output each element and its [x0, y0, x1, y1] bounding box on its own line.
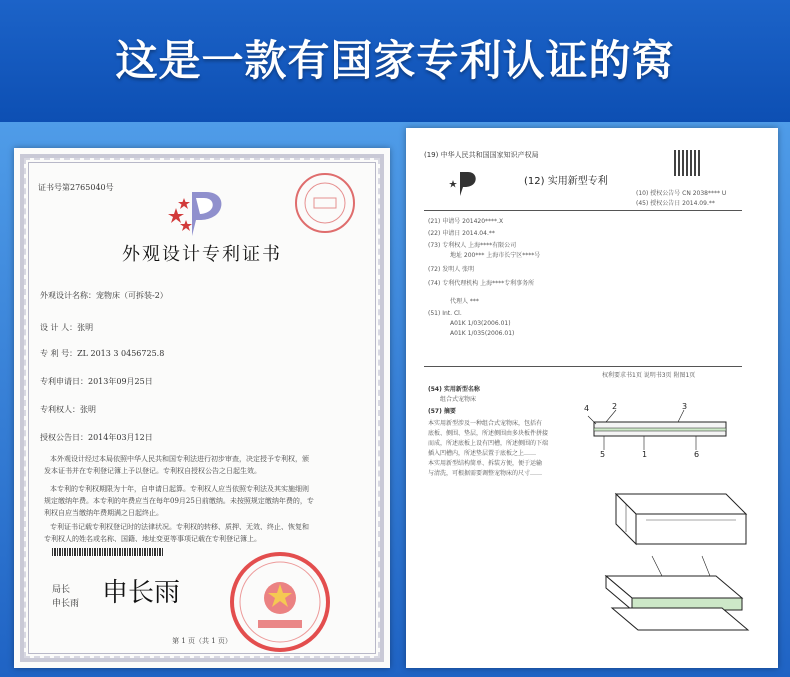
abstract-line: 底板、侧围、垫层，所述侧围由多块板件拼接	[428, 430, 549, 437]
utility-name-label: (54) 实用新型名称	[428, 386, 480, 393]
certificate-body-line: 利权自应当缴纳年费期满之日起终止。	[44, 509, 163, 517]
issuing-office: (19) 中华人民共和国国家知识产权局	[424, 151, 539, 159]
field-line: (74) 专利代理机构 上海****专利事务所	[428, 280, 535, 287]
verification-stamp-icon	[292, 170, 358, 236]
figure-label: 2	[612, 402, 618, 411]
figure-cross-section	[584, 402, 734, 462]
design-patent-certificate[interactable]	[14, 148, 390, 668]
certificate-body-line: 专利证书记载专利权登记时的法律状况。专利权的转移、质押、无效、终止、恢复和	[50, 523, 309, 531]
grant-date: 授权公告日：2014年03月12日	[40, 433, 153, 442]
field-line: (73) 专利权人 上海****有限公司	[428, 242, 517, 249]
qr-code-icon	[674, 150, 700, 176]
publication-date: (45) 授权公告日 2014.09.**	[636, 200, 715, 207]
designer: 设 计 人：张明	[40, 323, 94, 332]
document-type: (12) 实用新型专利	[524, 176, 608, 187]
banner-title: 这是一款有国家专利认证的窝	[115, 36, 675, 85]
patent-office-logo-icon	[446, 170, 480, 198]
certificate-body-line: 规定缴纳年费。本专利的年费应当在每年09月25日前缴纳。未按照规定缴纳年费的，专	[44, 497, 314, 505]
abstract-line: 插入凹槽内，所述垫层置于底板之上……	[428, 450, 537, 457]
publication-number: (10) 授权公告号 CN 2038**** U	[636, 190, 727, 197]
patent-number: 专 利 号：ZL 2013 3 0456725.8	[40, 349, 165, 358]
abstract-line: 本实用新型结构简单、拆装方便，便于运输	[428, 460, 543, 467]
page-footer: 第 1 页（共 1 页）	[172, 637, 232, 645]
certificate-body-line: 本外观设计经过本局依照中华人民共和国专利法进行初步审查，决定授予专利权，颁	[50, 455, 309, 463]
field-line: A01K 1/035(2006.01)	[450, 330, 515, 337]
field-line: (21) 申请号 201420****.X	[428, 218, 504, 225]
filing-date: 专利申请日：2013年09月25日	[40, 377, 153, 386]
figure-label: 4	[584, 404, 590, 413]
director-label: 局长	[52, 585, 71, 595]
page-summary: 权利要求书1页 说明书3页 附图1页	[602, 372, 696, 379]
director-signature: 申长雨	[102, 578, 181, 608]
figure-label: 3	[682, 402, 688, 411]
barcode	[52, 548, 164, 556]
field-line: 代理人 ***	[450, 298, 479, 305]
figure-exploded	[592, 548, 762, 648]
field-line: A01K 1/03(2006.01)	[450, 320, 511, 327]
utility-name: 组合式宠物床	[440, 396, 477, 403]
field-line: 地址 200*** 上海市长宁区****号	[450, 252, 541, 259]
field-line: (72) 发明人 张明	[428, 266, 475, 273]
design-name: 外观设计名称：宠物床（可拆装-2）	[40, 291, 168, 300]
certificate-title: 外观设计专利证书	[122, 244, 282, 265]
certificate-body-line: 发本证书并在专利登记簿上予以登记。专利权自授权公告之日起生效。	[44, 467, 261, 475]
figure-label: 5	[600, 450, 606, 459]
figure-label: 6	[694, 450, 700, 459]
figure-label: 1	[642, 450, 648, 459]
header-banner	[0, 0, 790, 122]
certificate-number: 证书号第2765040号	[38, 183, 114, 192]
director-name: 申长雨	[52, 599, 80, 609]
field-line: (22) 申请日 2014.04.**	[428, 230, 495, 237]
certificate-body-line: 本专利的专利权期限为十年，自申请日起算。专利权人应当依照专利法及其实施细则	[50, 485, 309, 493]
field-line: (51) Int. Cl.	[428, 310, 462, 317]
utility-patent-document[interactable]	[406, 128, 778, 668]
patentee: 专利权人：张明	[40, 405, 96, 414]
section-rule	[424, 366, 742, 367]
header-rule	[424, 210, 742, 211]
certificate-body-line: 专利权人的姓名或名称、国籍、地址变更等事项记载在专利登记簿上。	[44, 535, 261, 543]
patent-office-logo-icon	[162, 186, 232, 242]
abstract-line: 而成，所述底板上设有凹槽，所述侧围的下端	[428, 440, 549, 447]
abstract-label: (57) 摘要	[428, 408, 456, 415]
abstract-line: 本实用新型涉及一种组合式宠物床，包括有	[428, 420, 543, 427]
abstract-line: 与清洗，可根据需要调整宠物床的尺寸……	[428, 470, 543, 477]
